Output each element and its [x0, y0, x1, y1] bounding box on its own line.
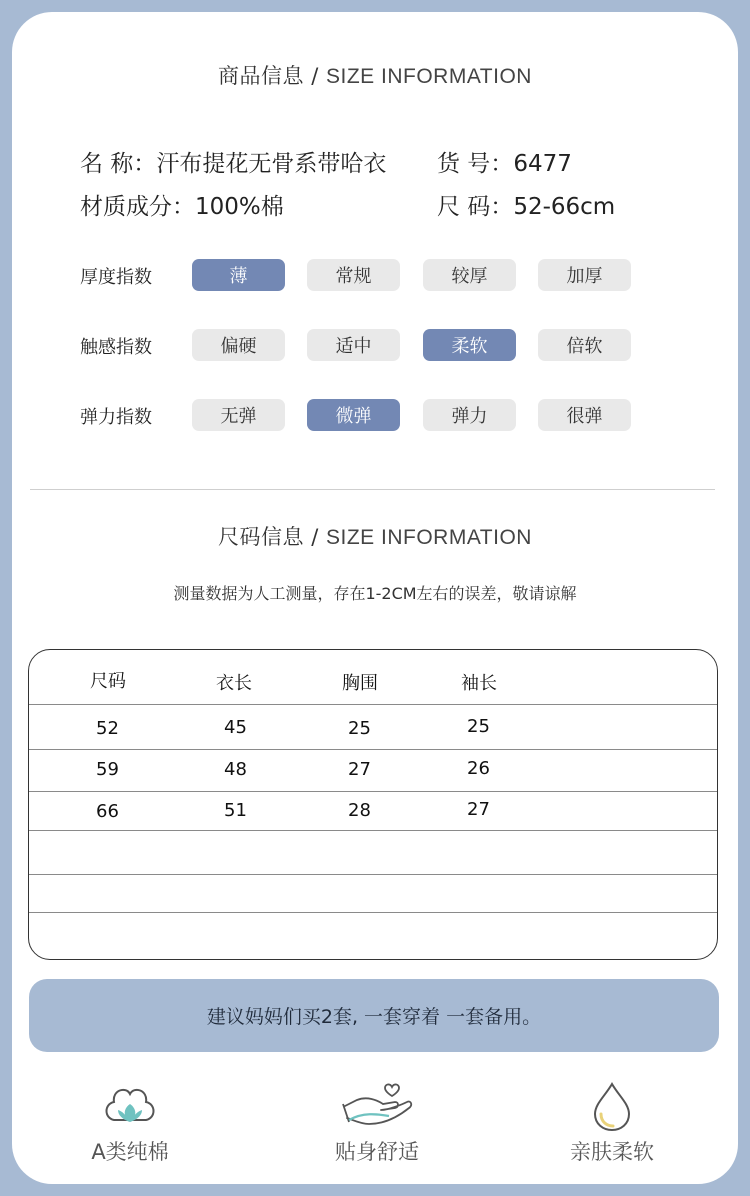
recommendation-banner: 建议妈妈们买2套, 一套穿着 一套备用。: [29, 979, 719, 1052]
pill-thickness-2: 较厚: [423, 259, 516, 291]
table-header: 衣长: [216, 673, 252, 694]
table-cell: 59: [96, 759, 119, 780]
hand-heart-icon: [337, 1080, 417, 1132]
section-title-measure: [0, 521, 750, 551]
product-material: 材质成分：100%棉: [80, 194, 284, 220]
table-cell: 26: [467, 758, 490, 779]
product-sku: 货 号：6477: [437, 151, 572, 177]
size-table: [28, 649, 718, 960]
water-drop-icon: [587, 1080, 637, 1132]
pill-touch-3: 倍软: [538, 329, 631, 361]
section-title-en: SIZE INFORMATION: [326, 65, 532, 88]
section-title-en: SIZE INFORMATION: [326, 526, 532, 549]
feature-cotton: [30, 1080, 230, 1166]
section-title-cn: 尺码信息 /: [218, 525, 319, 549]
feature-label: 亲肤柔软: [570, 1140, 654, 1164]
table-header: 胸围: [342, 673, 378, 694]
pill-touch-1: 适中: [307, 329, 400, 361]
table-header: 袖长: [461, 673, 497, 694]
index-label-elastic: 弹力指数: [80, 407, 152, 428]
feature-label: A类纯棉: [91, 1140, 169, 1164]
pill-touch-2: 柔软: [423, 329, 516, 361]
table-cell: 45: [224, 717, 247, 738]
feature-label: 贴身舒适: [335, 1140, 419, 1164]
table-cell: 66: [96, 801, 119, 822]
product-name: 名 称：汗布提花无骨系带哈衣: [80, 151, 387, 177]
table-cell: 25: [348, 718, 371, 739]
table-rule: [29, 830, 717, 831]
table-rule: [29, 874, 717, 875]
table-header: 尺码: [90, 671, 126, 692]
section-divider: [30, 489, 715, 490]
index-label-thickness: 厚度指数: [80, 267, 152, 288]
feature-soft: [512, 1080, 712, 1166]
pill-elastic-1: 微弹: [307, 399, 400, 431]
pill-thickness-3: 加厚: [538, 259, 631, 291]
measurement-note: 测量数据为人工测量，存在1-2CM左右的误差，敬请谅解: [173, 584, 577, 603]
index-label-touch: 触感指数: [80, 337, 152, 358]
table-cell: 48: [224, 759, 247, 780]
table-cell: 27: [348, 759, 371, 780]
table-rule: [29, 791, 717, 792]
pill-touch-0: 偏硬: [192, 329, 285, 361]
table-rule: [29, 749, 717, 750]
product-size: 尺 码：52-66cm: [437, 194, 616, 220]
pill-elastic-3: 很弹: [538, 399, 631, 431]
pill-elastic-0: 无弹: [192, 399, 285, 431]
table-cell: 27: [467, 799, 490, 820]
table-cell: 52: [96, 718, 119, 739]
table-cell: 28: [348, 800, 371, 821]
cotton-flower-icon: [100, 1080, 160, 1132]
table-cell: 25: [467, 716, 490, 737]
section-title-cn: 商品信息 /: [218, 64, 319, 88]
table-rule: [29, 704, 717, 705]
section-title-product: [0, 60, 750, 90]
feature-comfort: [277, 1080, 477, 1166]
table-rule: [29, 912, 717, 913]
pill-elastic-2: 弹力: [423, 399, 516, 431]
table-cell: 51: [224, 800, 247, 821]
pill-thickness-0: 薄: [192, 259, 285, 291]
pill-thickness-1: 常规: [307, 259, 400, 291]
